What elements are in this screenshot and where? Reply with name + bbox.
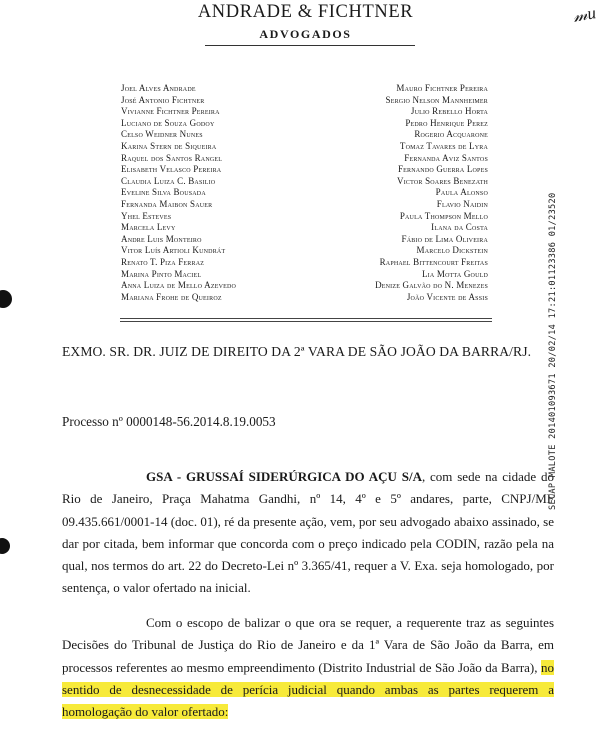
lawyer-name: Karina Stern de Siqueira <box>121 140 217 151</box>
lawyer-name: Fernanda Aviz Santos <box>404 152 488 163</box>
lawyer-name: José Antonio Fichtner <box>121 94 205 105</box>
lawyer-name: Vivianne Fichtner Pereira <box>121 106 220 117</box>
protocol-stamp: SECAP MALOTE 201401093671 20/02/14 17:21:01123386 01/23520 <box>548 192 558 510</box>
lawyer-name: Marcela Levy <box>121 222 176 233</box>
lawyer-name: Elisabeth Velasco Pereira <box>121 164 222 175</box>
court-address: EXMO. SR. DR. JUIZ DE DIREITO DA 2ª VARA DE SÃO JOÃO DA BARRA/RJ. <box>62 344 532 359</box>
punch-hole <box>0 290 12 308</box>
lawyer-name: João Vicente de Assis <box>406 291 488 302</box>
letterhead-separator <box>120 318 492 319</box>
lawyer-name: Paula Alonso <box>435 187 488 198</box>
handwritten-initials: 𝓂u <box>571 3 598 26</box>
lawyer-name: Denize Galvão do N. Menezes <box>375 280 488 291</box>
highlighted-text: no sentido de desnecessidade de perícia judicial quando ambas as partes requerem a homologação do valor ofertado: <box>62 659 554 720</box>
lawyer-name: Fernando Guerra Lopes <box>397 164 488 175</box>
lawyer-name: Pedro Henrique Perez <box>405 117 488 128</box>
lawyer-name: Raquel dos Santos Rangel <box>121 152 223 163</box>
firm-name: ANDRADE & FICHTNER <box>197 2 414 22</box>
lawyer-name: Flavio Naidin <box>436 198 488 209</box>
lawyer-name: Julio Rebello Horta <box>410 106 488 117</box>
lawyer-name: Ilana da Costa <box>431 222 488 233</box>
lawyer-name: Marcelo Dickstein <box>416 245 488 256</box>
letterhead-separator-secondary <box>120 321 492 322</box>
lawyer-name: Anna Luiza de Mello Azevedo <box>121 280 237 291</box>
lawyer-name: Lia Motta Gould <box>421 268 488 279</box>
header-rule <box>205 45 415 46</box>
paragraph-2-text: Com o escopo de balizar o que ora se requer, a requerente traz as seguintes Decisões do Tribunal de Justiça do Rio de Janeiro e da 1ª Vara de São João da Barra, em processos referentes ao mesmo empreendimento (Distrito Industrial de São João da Barra), <box>62 615 554 675</box>
paragraph-1-text: , com sede na cidade do Rio de Janeiro, Praça Mahatma Gandhi, nº 14, 4º e 5º andares, parte, CNPJ/MF 09.435.661/0001-14 (doc. 01), ré da presente ação, vem, por seu advogado abaixo assinado, se dar por citada, bem informar que concorda com o preço indicado pela CODIN, razão pela na qual, nos termos do art. 22 do Decreto-Lei nº 3.365/41, requer a V. Exa. seja homologado, por sentença, o valor ofertado na inicial. <box>62 469 554 596</box>
paragraph-1 <box>62 466 554 600</box>
lawyer-name: Victor Soares Benezath <box>397 175 488 186</box>
lawyer-name: Celso Weidner Nunes <box>121 129 203 140</box>
lawyer-name: Vitor Luís Artioli Kundrát <box>121 245 226 256</box>
lawyer-name: Fernanda Maibon Sauer <box>121 198 213 209</box>
lawyer-name: Claudia Luiza C. Basilio <box>121 175 216 186</box>
lawyer-name: Renato T. Piza Ferraz <box>121 256 205 267</box>
lawyer-name: Mauro Fichtner Pereira <box>396 83 488 93</box>
company-name: GSA - GRUSSAÍ SIDERÚRGICA DO AÇU S/A <box>146 469 422 484</box>
lawyer-name: Paula Thompson Mello <box>399 210 488 221</box>
lawyer-name: Fábio de Lima Oliveira <box>401 233 488 244</box>
lawyer-name: Sergio Nelson Mannheimer <box>385 94 488 105</box>
lawyers-right-column <box>330 83 488 303</box>
lawyer-name: Marina Pinto Maciel <box>121 268 202 279</box>
lawyer-name: Joel Alves Andrade <box>121 83 196 93</box>
lawyer-name: Eveline Silva Bousada <box>121 187 206 198</box>
process-number: Processo nº 0000148-56.2014.8.19.0053 <box>62 414 276 429</box>
paragraph-2 <box>62 612 554 723</box>
lawyer-name: Yhel Esteves <box>121 210 172 221</box>
lawyer-name: Tomaz Tavares de Lyra <box>399 140 488 151</box>
lawyer-name: Rogerio Acquarone <box>414 129 488 140</box>
lawyers-left-column <box>121 83 236 303</box>
lawyer-name: Andre Luis Monteiro <box>121 233 202 244</box>
firm-subtitle: ADVOGADOS <box>259 27 352 41</box>
punch-hole <box>0 538 10 554</box>
lawyer-name: Mariana Frohe de Queiroz <box>121 291 222 302</box>
lawyer-name: Luciano de Souza Godoy <box>121 117 215 128</box>
lawyer-name: Raphael Bittencourt Freitas <box>379 256 488 267</box>
